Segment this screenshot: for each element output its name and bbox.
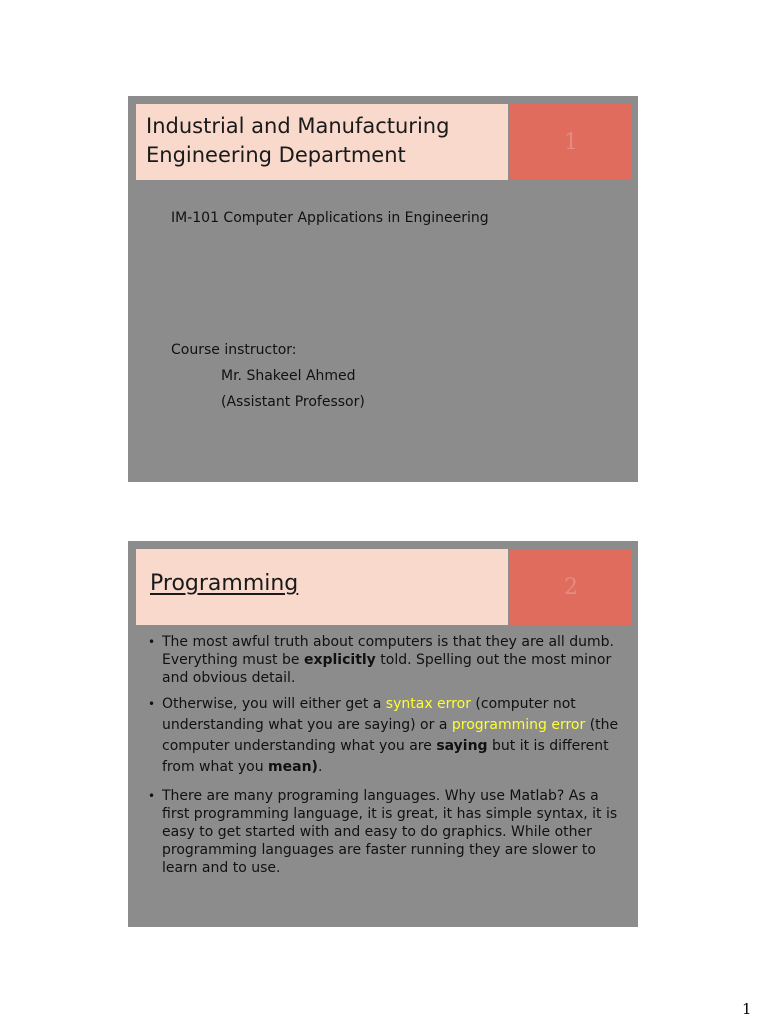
bullet-list [144,633,630,884]
slide-2-title-text: Programming [150,571,299,596]
slide-2-title [136,549,508,625]
slide-1-title-line-1: Industrial and Manufacturing [146,114,450,138]
bullet-item: • The most awful truth about computers is that they are all dumb. Everything must be explicitly told. Spelling out the most minor and obvious detail. [144,633,630,687]
instructor-block [171,337,365,415]
slide-2-number: 2 [510,549,632,625]
syntax-error-highlight: syntax error [385,696,471,712]
course-subtitle: IM-101 Computer Applications in Engineering [171,210,489,226]
instructor-label: Course instructor: [171,342,297,358]
programming-error-highlight: programming error [451,717,586,733]
slide-1-number: 1 [510,104,632,180]
slide-1-title [136,104,508,180]
instructor-title: (Assistant Professor) [221,394,365,410]
bullet-item: • Otherwise, you will either get a syntax error (computer not understanding what you are saying) or a programming error (the computer understanding what you are saying but it is different from what you mean). [144,694,630,778]
slide-1 [128,96,638,482]
slide-2 [128,541,638,927]
bullet-item: • There are many programing languages. Why use Matlab? As a first programming language, it is great, it has simple syntax, it is easy to get started with and easy to do graphics. While other programming languages are faster running they are slower to learn and to use. [144,787,630,877]
instructor-name: Mr. Shakeel Ahmed [221,368,356,384]
slide-1-title-line-2: Engineering Department [146,143,406,167]
page-number: 1 [742,1000,752,1018]
